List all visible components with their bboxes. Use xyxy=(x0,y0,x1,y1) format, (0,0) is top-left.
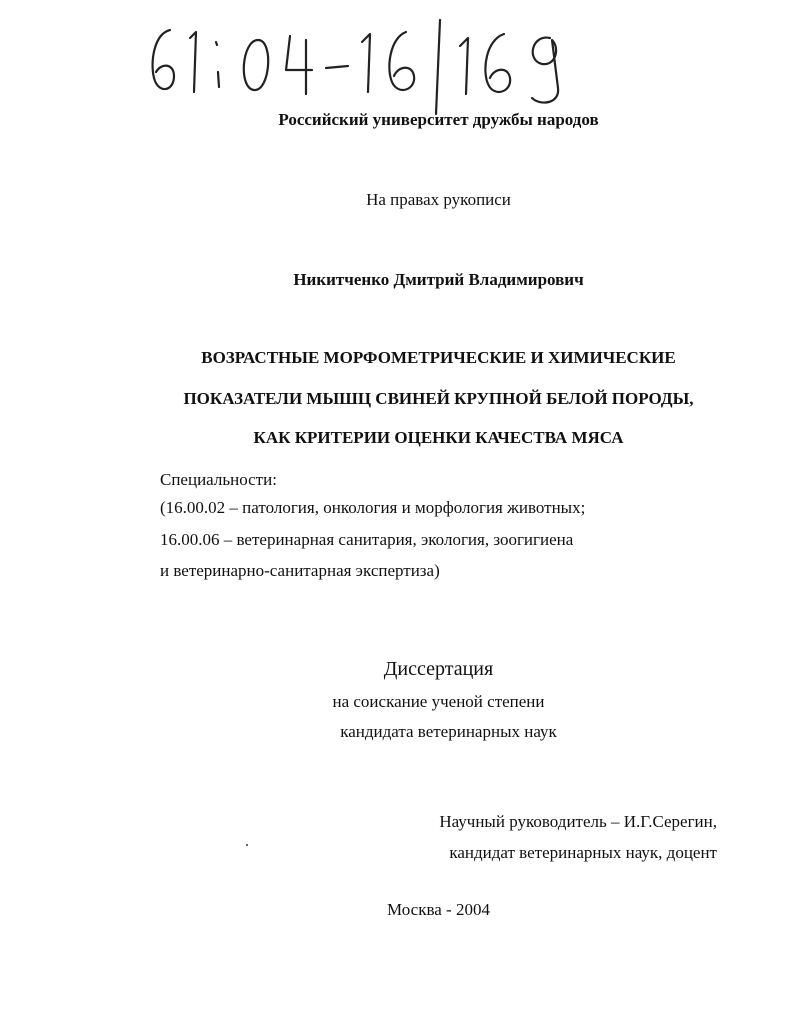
specialty-line-2: 16.00.06 – ветеринарная санитария, экология, зоогигиена xyxy=(160,530,574,549)
handwritten-archive-code xyxy=(140,12,580,117)
stray-dot xyxy=(246,844,248,846)
title-line-2: ПОКАЗАТЕЛИ МЫШЦ СВИНЕЙ КРУПНОЙ БЕЛОЙ ПОРОДЫ, xyxy=(183,389,694,408)
specialty-line-3: и ветеринарно-санитарная экспертиза) xyxy=(160,561,440,580)
university-name: Российский университет дружбы народов xyxy=(278,110,599,129)
supervisor-line-1: Научный руководитель – И.Г.Серегин, xyxy=(439,812,717,831)
specialties-label: Специальности: xyxy=(160,470,277,489)
title-line-3: КАК КРИТЕРИИ ОЦЕНКИ КАЧЕСТВА МЯСА xyxy=(253,428,624,447)
degree-line-1: на соискание ученой степени xyxy=(332,692,545,711)
dissertation-title: Диссертация xyxy=(383,658,494,680)
degree-line-2: кандидата ветеринарных наук xyxy=(340,722,557,741)
supervisor-line-2: кандидат ветеринарных наук, доцент xyxy=(449,843,717,862)
title-line-1: ВОЗРАСТНЫЕ МОРФОМЕТРИЧЕСКИЕ И ХИМИЧЕСКИЕ xyxy=(201,348,676,367)
specialty-line-1: (16.00.02 – патология, онкология и морфология животных; xyxy=(160,498,586,517)
author-name: Никитченко Дмитрий Владимирович xyxy=(293,270,584,289)
city-year: Москва - 2004 xyxy=(387,900,490,919)
manuscript-note: На правах рукописи xyxy=(366,190,511,209)
